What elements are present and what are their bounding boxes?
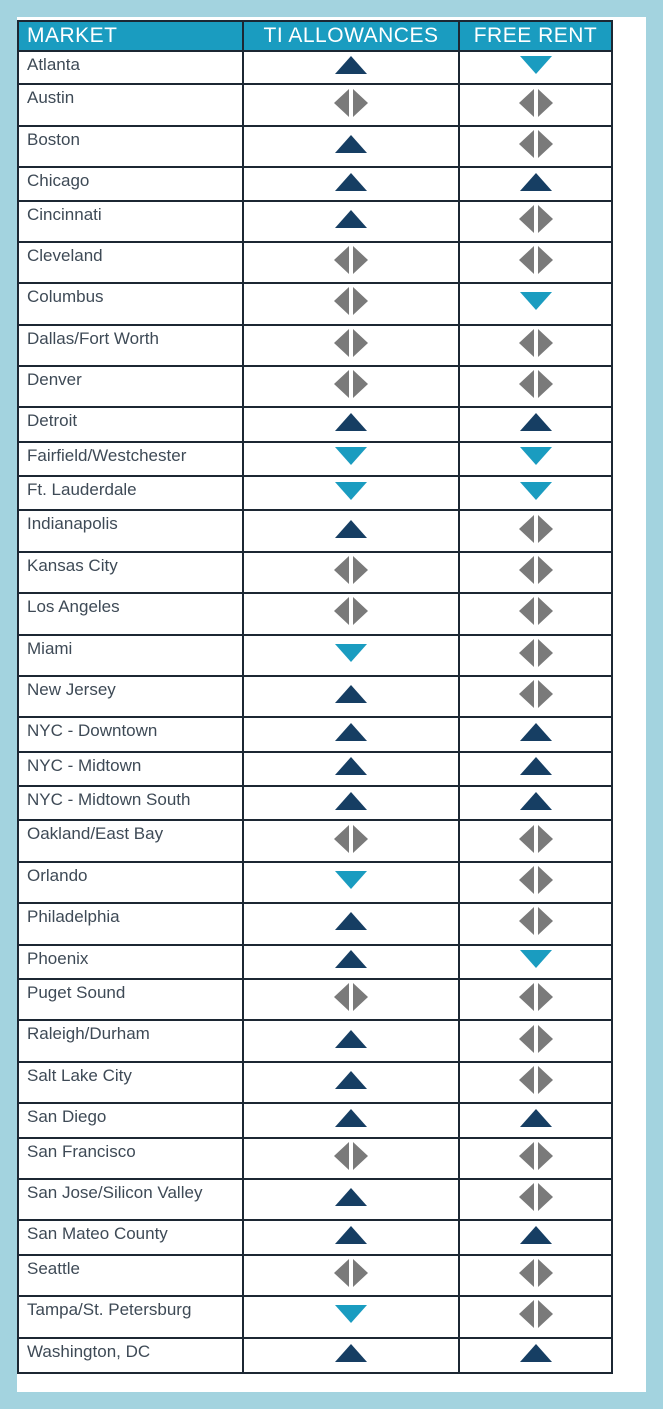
unchanged-diamond-icon [518,1065,554,1100]
unchanged-diamond-icon [518,638,554,673]
market-name: Detroit [18,407,243,441]
table-row [18,862,612,903]
unchanged-diamond-icon [518,1182,554,1217]
table-row [18,1296,612,1337]
market-name: NYC - Midtown South [18,786,243,820]
market-name: Phoenix [18,945,243,979]
ti-allowances-cell [243,979,459,1020]
increase-arrow-icon [520,1344,552,1367]
free-rent-cell [459,786,612,820]
ti-allowances-cell [243,717,459,751]
unchanged-diamond-icon [333,1141,369,1176]
free-rent-cell [459,325,612,366]
market-name: Cleveland [18,242,243,283]
ti-allowances-cell [243,752,459,786]
market-name: San Francisco [18,1138,243,1179]
unchanged-diamond-icon [518,1141,554,1176]
increase-arrow-icon [335,1071,367,1094]
increase-arrow-icon [335,792,367,815]
increase-arrow-icon [335,723,367,746]
free-rent-cell [459,1220,612,1254]
free-rent-cell [459,1179,612,1220]
increase-arrow-icon [335,950,367,973]
table-row [18,283,612,324]
ti-allowances-cell [243,201,459,241]
ti-allowances-cell [243,1020,459,1061]
unchanged-diamond-icon [518,824,554,859]
market-name: Dallas/Fort Worth [18,325,243,366]
unchanged-diamond-icon [518,906,554,941]
free-rent-cell [459,51,612,84]
free-rent-cell [459,407,612,441]
table-row [18,167,612,201]
free-rent-cell [459,903,612,944]
free-rent-cell [459,862,612,903]
decrease-arrow-icon [335,447,367,470]
ti-allowances-cell [243,1138,459,1179]
ti-allowances-cell [243,1179,459,1220]
market-name: Raleigh/Durham [18,1020,243,1061]
free-rent-cell [459,979,612,1020]
ti-allowances-cell [243,442,459,476]
ti-allowances-cell [243,476,459,510]
market-name: San Jose/Silicon Valley [18,1179,243,1220]
unchanged-diamond-icon [518,369,554,404]
table-row [18,945,612,979]
table-row [18,1255,612,1296]
unchanged-diamond-icon [518,1258,554,1293]
ti-allowances-cell [243,510,459,551]
increase-arrow-icon [335,413,367,436]
unchanged-diamond-icon [518,328,554,363]
increase-arrow-icon [335,1344,367,1367]
free-rent-cell [459,717,612,751]
ti-allowances-cell [243,283,459,324]
market-name: Cincinnati [18,201,243,241]
market-name: San Mateo County [18,1220,243,1254]
unchanged-diamond-icon [518,555,554,590]
unchanged-diamond-icon [518,204,554,239]
table-row [18,1179,612,1220]
table-row [18,676,612,717]
decrease-arrow-icon [335,644,367,667]
market-name: NYC - Midtown [18,752,243,786]
increase-arrow-icon [335,173,367,196]
decrease-arrow-icon [520,56,552,79]
ti-allowances-cell [243,786,459,820]
free-rent-cell [459,167,612,201]
ti-allowances-cell [243,1338,459,1373]
header-free-rent: FREE RENT [459,21,612,51]
table-row [18,820,612,861]
unchanged-diamond-icon [518,245,554,280]
free-rent-cell [459,242,612,283]
ti-allowances-cell [243,1255,459,1296]
unchanged-diamond-icon [518,514,554,549]
increase-arrow-icon [520,757,552,780]
table-row [18,51,612,84]
free-rent-cell [459,635,612,676]
unchanged-diamond-icon [518,679,554,714]
ti-allowances-cell [243,167,459,201]
market-name: New Jersey [18,676,243,717]
unchanged-diamond-icon [333,286,369,321]
unchanged-diamond-icon [333,245,369,280]
table-row [18,407,612,441]
increase-arrow-icon [335,210,367,233]
market-name: Ft. Lauderdale [18,476,243,510]
ti-allowances-cell [243,903,459,944]
unchanged-diamond-icon [518,596,554,631]
increase-arrow-icon [520,1109,552,1132]
unchanged-diamond-icon [333,1258,369,1293]
free-rent-cell [459,283,612,324]
free-rent-cell [459,1255,612,1296]
increase-arrow-icon [335,757,367,780]
increase-arrow-icon [335,1188,367,1211]
market-name: Boston [18,126,243,167]
ti-allowances-cell [243,593,459,634]
market-name: Washington, DC [18,1338,243,1373]
table-row [18,593,612,634]
free-rent-cell [459,126,612,167]
unchanged-diamond-icon [518,129,554,164]
market-name: NYC - Downtown [18,717,243,751]
ti-allowances-cell [243,676,459,717]
unchanged-diamond-icon [518,1299,554,1334]
free-rent-cell [459,552,612,593]
increase-arrow-icon [335,1226,367,1249]
unchanged-diamond-icon [333,824,369,859]
market-name: Orlando [18,862,243,903]
table-row [18,635,612,676]
market-name: Chicago [18,167,243,201]
unchanged-diamond-icon [333,88,369,123]
free-rent-cell [459,1338,612,1373]
ti-allowances-cell [243,126,459,167]
market-name: Columbus [18,283,243,324]
increase-arrow-icon [335,1030,367,1053]
table-row [18,1062,612,1103]
market-table [17,20,613,1374]
free-rent-cell [459,1020,612,1061]
ti-allowances-cell [243,820,459,861]
unchanged-diamond-icon [333,328,369,363]
ti-allowances-cell [243,51,459,84]
unchanged-diamond-icon [518,1024,554,1059]
free-rent-cell [459,510,612,551]
market-name: San Diego [18,1103,243,1137]
increase-arrow-icon [335,520,367,543]
table-row [18,1220,612,1254]
decrease-arrow-icon [520,950,552,973]
free-rent-cell [459,820,612,861]
ti-allowances-cell [243,1103,459,1137]
table-row [18,1138,612,1179]
table-row [18,1103,612,1137]
free-rent-cell [459,593,612,634]
market-name: Kansas City [18,552,243,593]
unchanged-diamond-icon [518,88,554,123]
decrease-arrow-icon [335,482,367,505]
table-row [18,979,612,1020]
table-row [18,1020,612,1061]
free-rent-cell [459,1296,612,1337]
table-row [18,903,612,944]
table-row [18,717,612,751]
market-name: Miami [18,635,243,676]
header-market: MARKET [18,21,243,51]
decrease-arrow-icon [335,1305,367,1328]
table-row [18,201,612,241]
table-row [18,84,612,125]
free-rent-cell [459,1103,612,1137]
table-row [18,552,612,593]
market-name: Denver [18,366,243,407]
ti-allowances-cell [243,325,459,366]
market-name: Austin [18,84,243,125]
unchanged-diamond-icon [333,982,369,1017]
unchanged-diamond-icon [518,865,554,900]
increase-arrow-icon [335,135,367,158]
ti-allowances-cell [243,242,459,283]
market-name: Oakland/East Bay [18,820,243,861]
unchanged-diamond-icon [518,982,554,1017]
increase-arrow-icon [520,723,552,746]
ti-allowances-cell [243,635,459,676]
free-rent-cell [459,366,612,407]
table-row [18,1338,612,1373]
market-name: Indianapolis [18,510,243,551]
table-header-row [18,21,612,51]
free-rent-cell [459,752,612,786]
free-rent-cell [459,476,612,510]
market-name: Salt Lake City [18,1062,243,1103]
table-row [18,126,612,167]
unchanged-diamond-icon [333,369,369,404]
increase-arrow-icon [520,1226,552,1249]
free-rent-cell [459,676,612,717]
decrease-arrow-icon [335,871,367,894]
table-row [18,325,612,366]
unchanged-diamond-icon [333,596,369,631]
free-rent-cell [459,1062,612,1103]
market-name: Philadelphia [18,903,243,944]
ti-allowances-cell [243,1296,459,1337]
market-name: Fairfield/Westchester [18,442,243,476]
ti-allowances-cell [243,945,459,979]
ti-allowances-cell [243,366,459,407]
free-rent-cell [459,945,612,979]
market-name: Atlanta [18,51,243,84]
ti-allowances-cell [243,84,459,125]
table-row [18,476,612,510]
increase-arrow-icon [520,173,552,196]
free-rent-cell [459,1138,612,1179]
market-name: Tampa/St. Petersburg [18,1296,243,1337]
ti-allowances-cell [243,407,459,441]
increase-arrow-icon [520,792,552,815]
table-row [18,366,612,407]
table-row [18,510,612,551]
market-name: Los Angeles [18,593,243,634]
table-row [18,242,612,283]
ti-allowances-cell [243,1062,459,1103]
table-row [18,752,612,786]
market-name: Puget Sound [18,979,243,1020]
increase-arrow-icon [335,685,367,708]
ti-allowances-cell [243,552,459,593]
table-row [18,786,612,820]
decrease-arrow-icon [520,447,552,470]
ti-allowances-cell [243,862,459,903]
increase-arrow-icon [520,413,552,436]
decrease-arrow-icon [520,292,552,315]
free-rent-cell [459,84,612,125]
increase-arrow-icon [335,912,367,935]
decrease-arrow-icon [520,482,552,505]
increase-arrow-icon [335,56,367,79]
unchanged-diamond-icon [333,555,369,590]
header-ti-allowances: TI ALLOWANCES [243,21,459,51]
market-name: Seattle [18,1255,243,1296]
free-rent-cell [459,442,612,476]
table-row [18,442,612,476]
free-rent-cell [459,201,612,241]
increase-arrow-icon [335,1109,367,1132]
ti-allowances-cell [243,1220,459,1254]
